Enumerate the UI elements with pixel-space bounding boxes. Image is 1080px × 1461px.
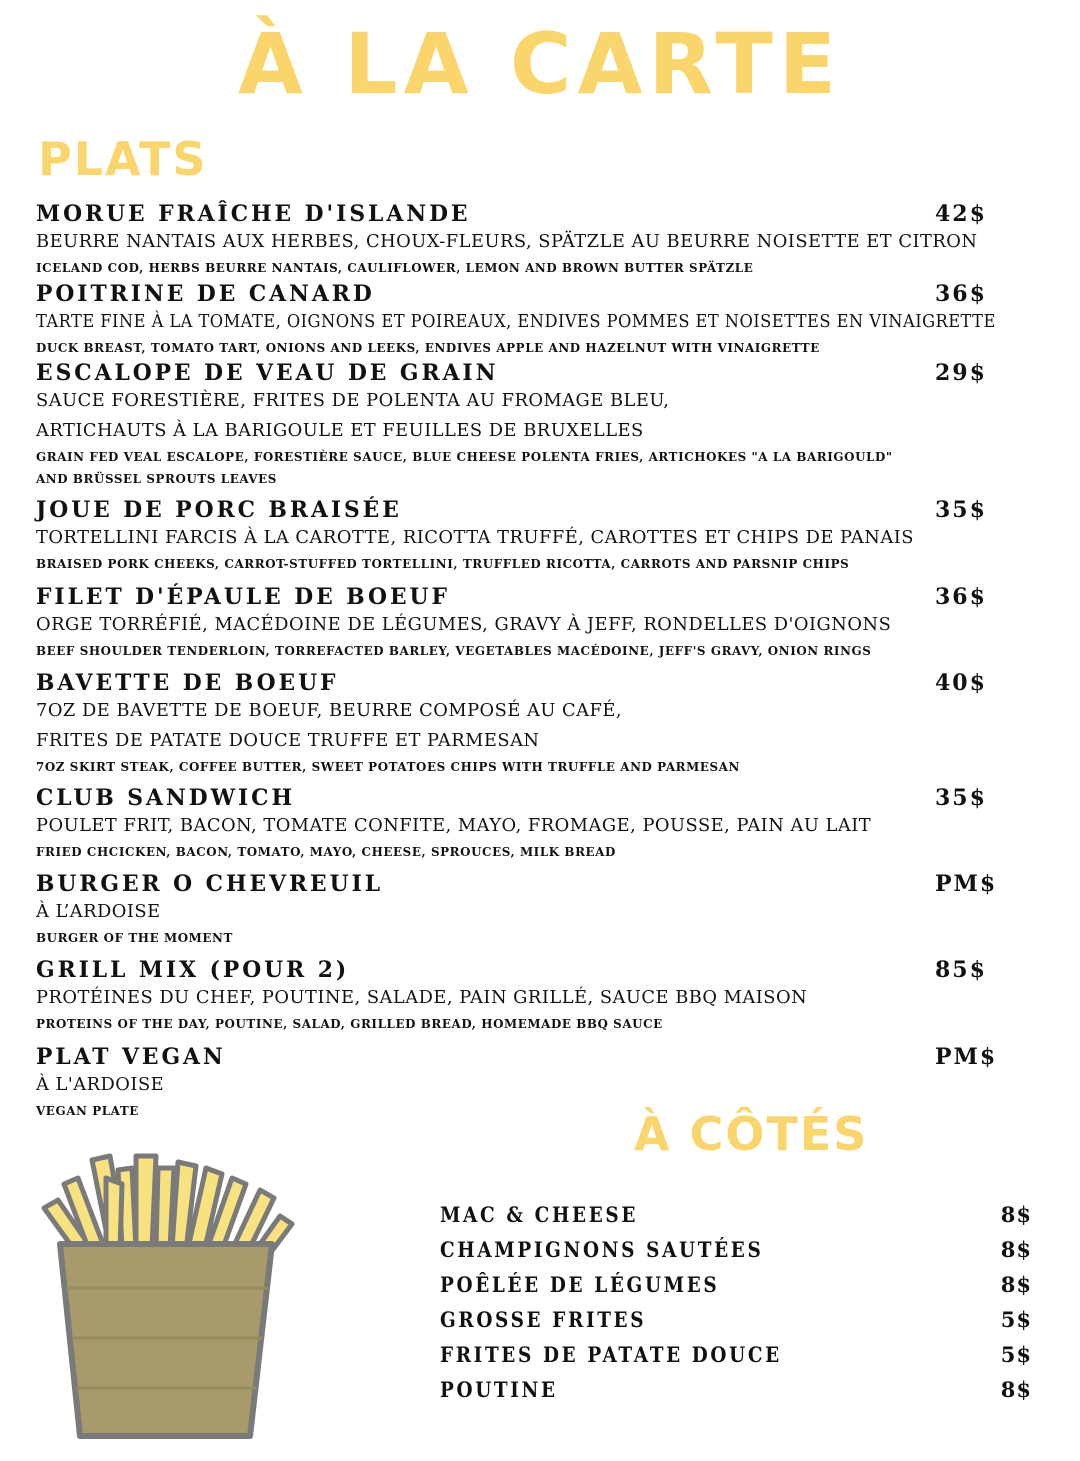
- dish-description-en: PROTEINS OF THE DAY, POUTINE, SALAD, GRILLED BREAD, HOMEMADE BBQ SAUCE: [36, 1017, 663, 1031]
- dish-description-fr: SAUCE FORESTIÈRE, FRITES DE POLENTA AU FROMAGE BLEU,: [36, 390, 670, 411]
- fry: [136, 1156, 156, 1248]
- side-price: 5$: [1000, 1307, 1032, 1332]
- fry: [106, 1178, 122, 1250]
- dish-price: 29$: [935, 360, 987, 386]
- side-name: MAC & CHEESE: [440, 1202, 639, 1227]
- dish-description-fr: FRITES DE PATATE DOUCE TRUFFE ET PARMESAN: [36, 730, 540, 751]
- dish-description-en: ICELAND COD, HERBS BEURRE NANTAIS, CAULIFLOWER, LEMON AND BROWN BUTTER SPÄTZLE: [36, 261, 754, 275]
- dish-header: [36, 785, 1006, 811]
- dish-header: [36, 1044, 1006, 1070]
- dish-name: BURGER O CHEVREUIL: [36, 871, 384, 897]
- dish-price: 85$: [935, 957, 987, 983]
- dish-item: [36, 670, 1006, 778]
- dish-price: PM$: [935, 1044, 998, 1070]
- side-item: [440, 1340, 1032, 1370]
- side-price: 8$: [1000, 1377, 1032, 1402]
- dish-header: [36, 871, 1006, 897]
- dish-item: [36, 871, 1006, 949]
- dish-description-en: BRAISED PORK CHEEKS, CARROT-STUFFED TORTELLINI, TRUFFLED RICOTTA, CARROTS AND PARSNIP CHIPS: [36, 557, 850, 571]
- side-name: CHAMPIGNONS SAUTÉES: [440, 1237, 764, 1262]
- dish-header: [36, 584, 1006, 610]
- dish-description-fr: TORTELLINI FARCIS À LA CAROTTE, RICOTTA TRUFFÉ, CAROTTES ET CHIPS DE PANAIS: [36, 527, 914, 548]
- dish-name: ESCALOPE DE VEAU DE GRAIN: [36, 360, 499, 386]
- dish-name: PLAT VEGAN: [36, 1044, 226, 1070]
- dish-description-fr: À L'ARDOISE: [36, 1074, 165, 1095]
- dish-item: [36, 360, 1006, 490]
- side-item: [440, 1305, 1032, 1335]
- side-name: POÊLÉE DE LÉGUMES: [440, 1272, 720, 1297]
- dish-item: [36, 201, 1006, 279]
- side-item: [440, 1235, 1032, 1265]
- side-price: 8$: [1000, 1272, 1032, 1297]
- dish-name: JOUE DE PORC BRAISÉE: [36, 497, 402, 523]
- side-item: [440, 1200, 1032, 1230]
- dish-description-en: VEGAN PLATE: [36, 1104, 139, 1118]
- dish-description-en: BURGER OF THE MOMENT: [36, 931, 233, 945]
- dish-header: [36, 957, 1006, 983]
- plats-heading: PLATS: [38, 132, 208, 186]
- side-price: 8$: [1000, 1202, 1032, 1227]
- dish-description-fr: 7OZ DE BAVETTE DE BOEUF, BEURRE COMPOSÉ AU CAFÉ,: [36, 700, 623, 721]
- dish-name: MORUE FRAÎCHE D'ISLANDE: [36, 201, 471, 227]
- dish-header: [36, 670, 1006, 696]
- dish-header: [36, 281, 1006, 307]
- dish-description-fr: ARTICHAUTS À LA BARIGOULE ET FEUILLES DE BRUXELLES: [36, 420, 644, 441]
- dish-price: PM$: [935, 871, 998, 897]
- side-name: GROSSE FRITES: [440, 1307, 647, 1332]
- dish-description-en: GRAIN FED VEAL ESCALOPE, FORESTIÈRE SAUCE, BLUE CHEESE POLENTA FRIES, ARTICHOKES "A LA BARIGOULD": [36, 450, 893, 464]
- side-price: 8$: [1000, 1237, 1032, 1262]
- fries-bag: [60, 1244, 272, 1436]
- dish-description-fr: ORGE TORRÉFIÉ, MACÉDOINE DE LÉGUMES, GRAVY À JEFF, RONDELLES D'OIGNONS: [36, 614, 892, 635]
- side-item: [440, 1375, 1032, 1405]
- dish-description-fr: À L’ARDOISE: [36, 901, 161, 922]
- dish-item: [36, 957, 1006, 1035]
- fries-bag-icon: [36, 1148, 296, 1448]
- dish-header: [36, 360, 1006, 386]
- dish-description-en: FRIED CHCICKEN, BACON, TOMATO, MAYO, CHEESE, SPROUCES, MILK BREAD: [36, 845, 616, 859]
- dish-name: POITRINE DE CANARD: [36, 281, 375, 307]
- dish-item: [36, 281, 1006, 359]
- dish-item: [36, 584, 1006, 662]
- side-name: FRITES DE PATATE DOUCE: [440, 1342, 782, 1367]
- dish-price: 40$: [935, 670, 987, 696]
- dish-description-fr: BEURRE NANTAIS AUX HERBES, CHOUX-FLEURS, SPÄTZLE AU BEURRE NOISETTE ET CITRON: [36, 231, 978, 252]
- side-name: POUTINE: [440, 1377, 558, 1402]
- side-price: 5$: [1000, 1342, 1032, 1367]
- page-title: À LA CARTE: [237, 15, 843, 113]
- dish-description-en: DUCK BREAST, TOMATO TART, ONIONS AND LEEKS, ENDIVES APPLE AND HAZELNUT WITH VINAIGRETTE: [36, 341, 820, 355]
- dish-name: GRILL MIX (POUR 2): [36, 957, 350, 983]
- sides-heading: À CÔTÉS: [634, 1107, 869, 1161]
- dish-name: FILET D'ÉPAULE DE BOEUF: [36, 584, 450, 610]
- dish-price: 35$: [935, 785, 987, 811]
- dish-price: 42$: [935, 201, 987, 227]
- dish-description-fr: POULET FRIT, BACON, TOMATE CONFITE, MAYO, FROMAGE, POUSSE, PAIN AU LAIT: [36, 815, 872, 836]
- dish-item: [36, 497, 1006, 575]
- dish-price: 36$: [935, 584, 987, 610]
- dish-header: [36, 201, 1006, 227]
- dish-description-fr: TARTE FINE À LA TOMATE, OIGNONS ET POIREAUX, ENDIVES POMMES ET NOISETTES EN VINAIGRETTE: [36, 311, 996, 332]
- dish-description-fr: PROTÉINES DU CHEF, POUTINE, SALADE, PAIN GRILLÉ, SAUCE BBQ MAISON: [36, 987, 808, 1008]
- dish-price: 36$: [935, 281, 987, 307]
- dish-description-en: AND BRÜSSEL SPROUTS LEAVES: [36, 472, 277, 486]
- dish-description-en: 7OZ SKIRT STEAK, COFFEE BUTTER, SWEET POTATOES CHIPS WITH TRUFFLE AND PARMESAN: [36, 760, 740, 774]
- dish-item: [36, 785, 1006, 863]
- dish-price: 35$: [935, 497, 987, 523]
- dish-name: BAVETTE DE BOEUF: [36, 670, 339, 696]
- dish-name: CLUB SANDWICH: [36, 785, 296, 811]
- dish-description-en: BEEF SHOULDER TENDERLOIN, TORREFACTED BARLEY, VEGETABLES MACÉDOINE, JEFF'S GRAVY, ONION RINGS: [36, 644, 872, 658]
- side-item: [440, 1270, 1032, 1300]
- dish-header: [36, 497, 1006, 523]
